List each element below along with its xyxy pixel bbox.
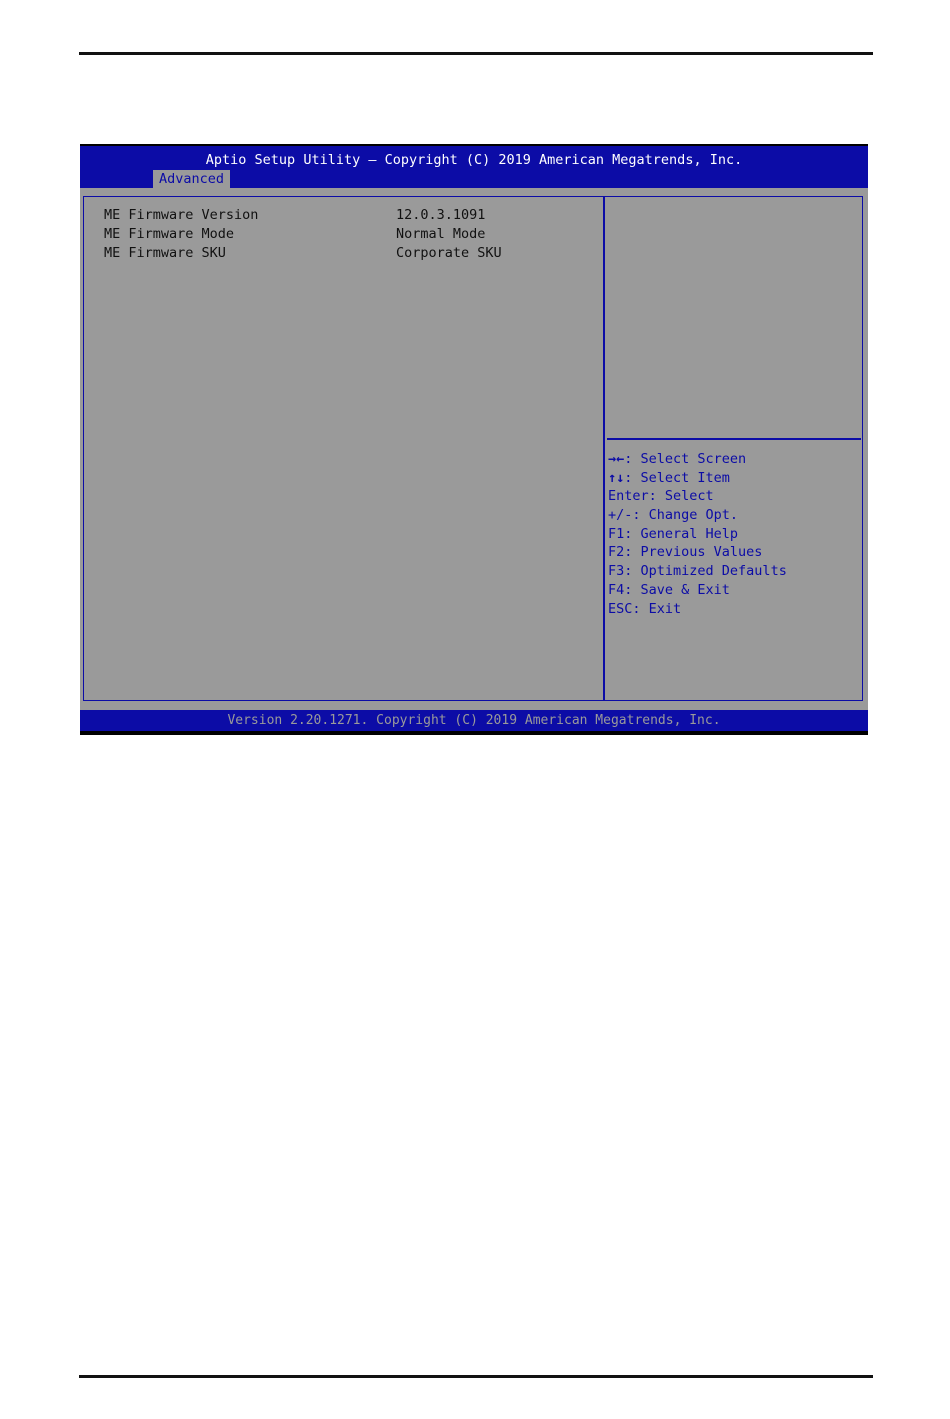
setting-row-me-firmware-mode [104, 225, 584, 244]
key-help-list [608, 450, 860, 618]
help-text: : Change Opt. [632, 507, 739, 524]
help-text: : Previous Values [624, 544, 763, 561]
page-top-rule [79, 52, 873, 55]
help-key: ESC [608, 600, 633, 617]
help-item-change-opt [608, 506, 860, 525]
help-text: : Select Screen [624, 451, 747, 467]
help-item-f1 [608, 525, 860, 544]
help-text: : Select Item [624, 469, 730, 486]
bios-header-bar [80, 146, 868, 188]
help-item-f3 [608, 562, 860, 581]
help-key: F1 [608, 525, 625, 542]
page-bottom-rule [79, 1375, 873, 1378]
help-text: : Save & Exit [624, 581, 730, 598]
setting-row-me-firmware-sku [104, 244, 584, 263]
bios-screen [80, 144, 868, 735]
help-key: F2 [608, 544, 625, 561]
help-text: : Optimized Defaults [624, 563, 787, 580]
help-key: F4 [608, 581, 625, 598]
help-key: F3 [608, 563, 625, 580]
panel-divider [603, 196, 605, 701]
setting-label: ME Firmware SKU [104, 245, 226, 261]
help-divider [607, 438, 861, 440]
bios-body [80, 188, 868, 710]
help-text: : General Help [624, 525, 739, 542]
setting-label: ME Firmware Mode [104, 226, 235, 242]
setting-row-me-firmware-version [104, 206, 584, 225]
setting-label: ME Firmware Version [104, 207, 259, 223]
arrow-left-right-icon: →← [608, 451, 625, 467]
help-item-enter [608, 487, 860, 506]
bios-footer: Version 2.20.1271. Copyright (C) 2019 American Megatrends, Inc. [80, 710, 868, 731]
content-frame [83, 196, 863, 701]
help-item-select-screen [608, 450, 860, 469]
help-text: : Select [648, 488, 714, 505]
help-text: : Exit [632, 600, 682, 617]
help-item-esc [608, 600, 860, 619]
help-item-f4 [608, 581, 860, 600]
help-item-select-item [608, 469, 860, 488]
help-key: Enter [608, 488, 649, 505]
help-key: +/- [608, 507, 633, 524]
arrow-up-down-icon: ↑↓ [608, 469, 625, 486]
setting-value: Corporate SKU [396, 245, 502, 261]
tab-advanced[interactable]: Advanced [153, 170, 230, 189]
setting-value: Normal Mode [396, 226, 486, 242]
help-item-f2 [608, 543, 860, 562]
setting-value: 12.0.3.1091 [396, 207, 486, 223]
bios-title: Aptio Setup Utility – Copyright (C) 2019 American Megatrends, Inc. [205, 152, 743, 168]
